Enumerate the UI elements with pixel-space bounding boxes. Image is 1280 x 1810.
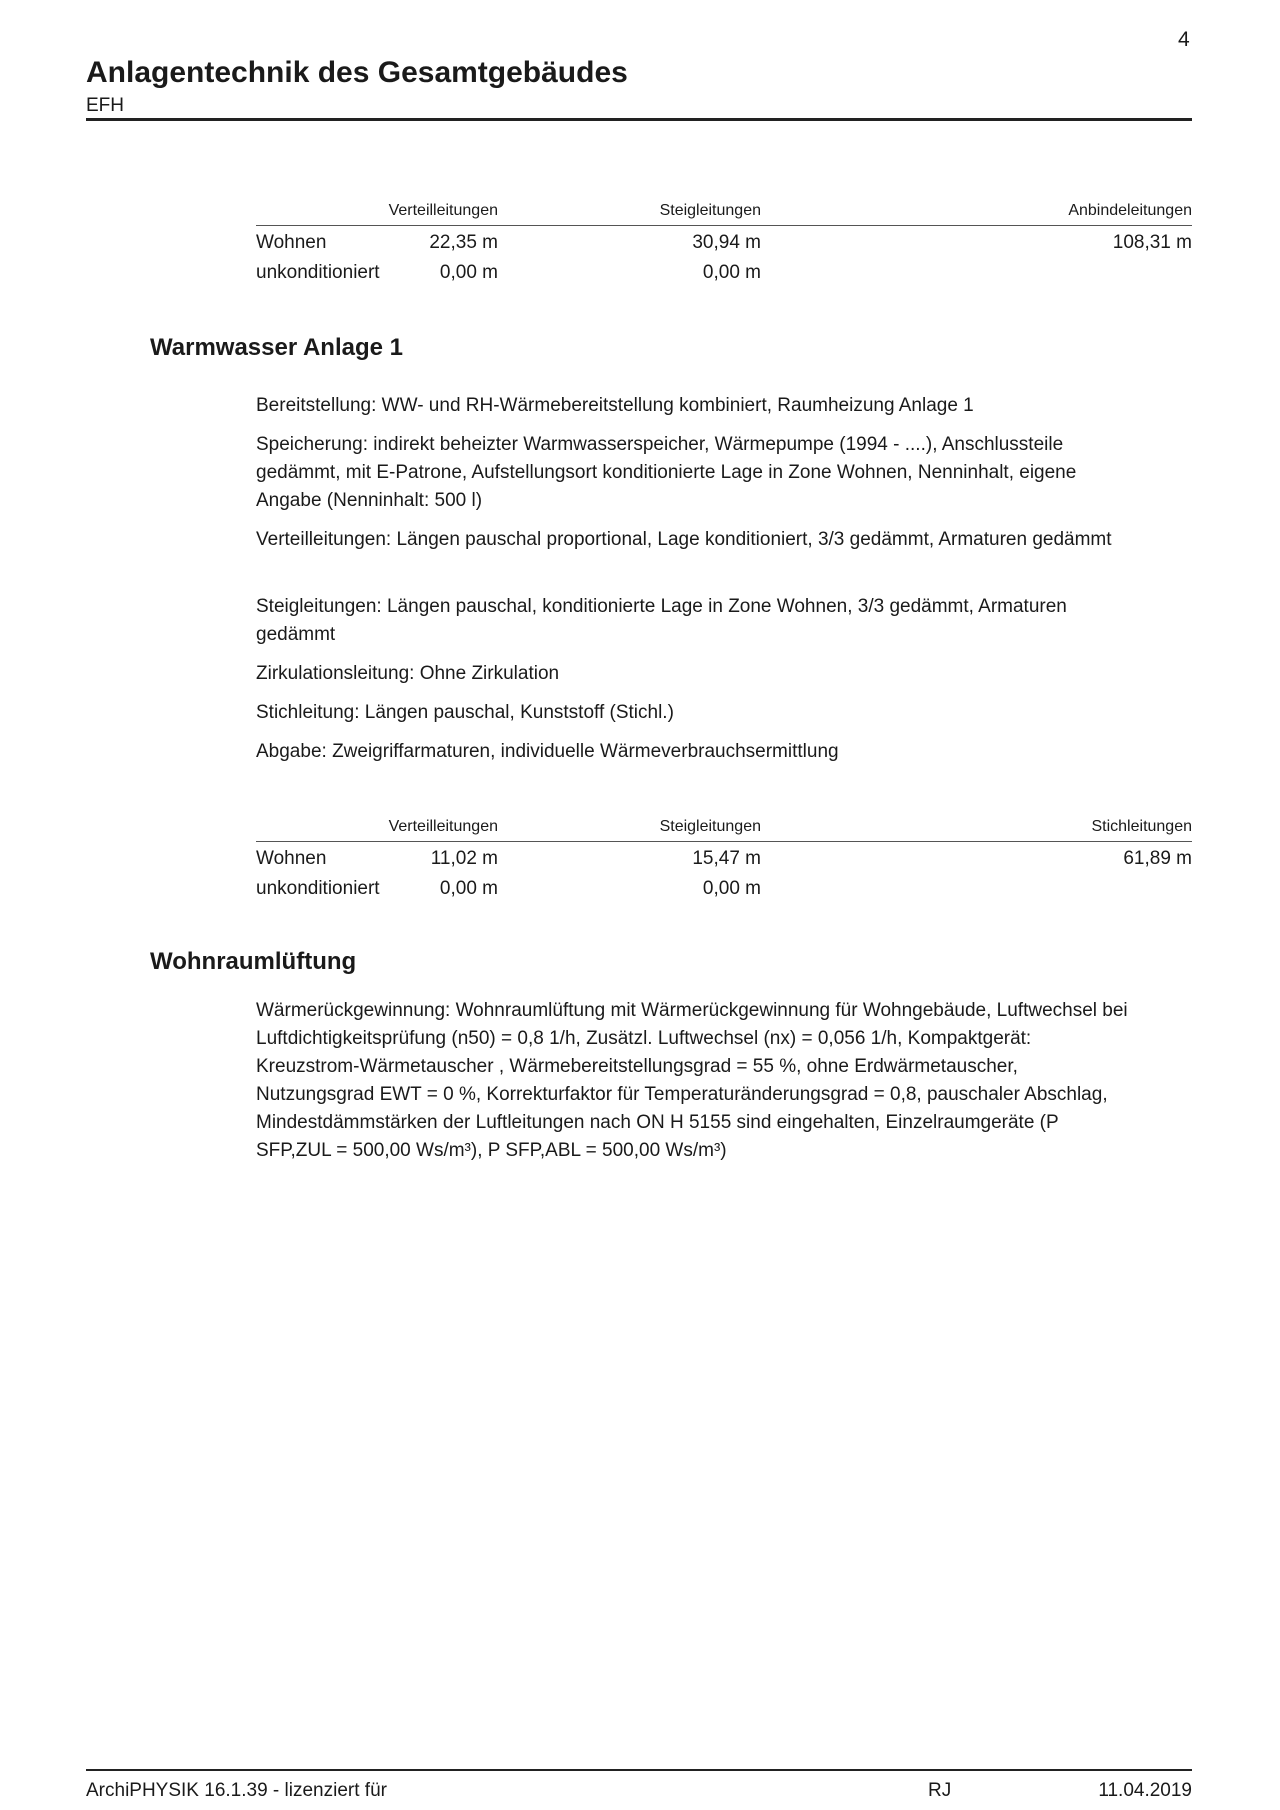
row-label: Wohnen [256, 848, 327, 869]
page-title: Anlagentechnik des Gesamtgebäudes [86, 56, 628, 89]
cell-value: 61,89 m [1123, 848, 1192, 869]
column-header: Steigleitungen [659, 202, 761, 219]
table-row [256, 872, 1192, 902]
cell-value: 108,31 m [1112, 232, 1192, 253]
page-number: 4 [1178, 28, 1190, 51]
paragraph-steigleitungen: Steigleitungen: Längen pauschal, konditionierte Lage in Zone Wohnen, 3/3 gedämmt, Armaturen gedämmt [256, 596, 1067, 645]
row-label: unkonditioniert [256, 262, 380, 283]
cell-value: 15,47 m [692, 848, 761, 869]
table-row [256, 226, 1192, 256]
paragraph-speicherung: Speicherung: indirekt beheizter Warmwasserspeicher, Wärmepumpe (1994 - ....), Anschlussteile gedämmt, mit E-Patrone, Aufstellungsort konditionierte Lage in Zone Wohnen, Nenninhalt, eigene Angabe (Nenninhalt: 500 l) [256, 434, 1077, 511]
cell-value: 0,00 m [439, 878, 498, 899]
paragraph-zirkulation: Zirkulationsleitung: Ohne Zirkulation [256, 663, 560, 684]
column-header: Stichleitungen [1091, 818, 1192, 835]
footer-date: 11.04.2019 [1098, 1780, 1192, 1801]
column-header: Verteilleitungen [388, 818, 498, 835]
warmwater-pipe-table [256, 812, 1192, 902]
header-divider [86, 118, 1192, 121]
column-header: Verteilleitungen [388, 202, 498, 219]
paragraph-abgabe: Abgabe: Zweigriffarmaturen, individuelle Wärmeverbrauchsermittlung [256, 741, 839, 762]
page-subtitle: EFH [86, 95, 124, 116]
cell-value: 11,02 m [430, 848, 498, 869]
paragraph-bereitstellung: Bereitstellung: WW- und RH-Wärmebereitstellung kombiniert, Raumheizung Anlage 1 [256, 395, 974, 416]
section-heading-lueftung: Wohnraumlüftung [150, 948, 357, 975]
cell-value: 0,00 m [702, 262, 761, 283]
paragraph-verteilleitungen: Verteilleitungen: Längen pauschal proportional, Lage konditioniert, 3/3 gedämmt, Armaturen gedämmt [256, 529, 1112, 550]
paragraph-stichleitung: Stichleitung: Längen pauschal, Kunststoff (Stichl.) [256, 702, 674, 723]
table-row [256, 842, 1192, 872]
table-header [256, 812, 1192, 842]
cell-value: 30,94 m [692, 232, 761, 253]
row-label: Wohnen [256, 232, 327, 253]
footer-initials: RJ [928, 1780, 952, 1801]
table-header [256, 196, 1192, 226]
column-header: Anbindeleitungen [1068, 202, 1192, 219]
column-header: Steigleitungen [659, 818, 761, 835]
cell-value: 0,00 m [702, 878, 761, 899]
footer-divider [86, 1769, 1192, 1771]
heating-pipe-table [256, 196, 1192, 286]
cell-value: 22,35 m [429, 232, 498, 253]
row-label: unkonditioniert [256, 878, 380, 899]
section-heading-warmwasser: Warmwasser Anlage 1 [150, 334, 403, 361]
footer-software: ArchiPHYSIK 16.1.39 - lizenziert für [86, 1780, 387, 1801]
cell-value: 0,00 m [439, 262, 498, 283]
paragraph-waermerueckgewinnung: Wärmerückgewinnung: Wohnraumlüftung mit Wärmerückgewinnung für Wohngebäude, Luftwechsel bei Luftdichtigkeitsprüfung (n50) = 0,8 1/h, Zusätzl. Luftwechsel (nx) = 0,056 1/h, Kompaktgerät: Kreuzstrom-Wärmetauscher , Wärmebereitstellungsgrad = 55 %, ohne Erdwärmetauscher, Nutzungsgrad EWT = 0 %, Korrekturfaktor für Temperaturänderungsgrad = 0,8, pauschaler Abschlag, Mindestdämmstärken der Luftleitungen nach ON H 5155 sind eingehalten, Einzelraumgeräte (P SFP,ZUL = 500,00 Ws/m³), P SFP,ABL = 500,00 Ws/m³) [256, 1000, 1128, 1161]
table-row [256, 256, 1192, 286]
